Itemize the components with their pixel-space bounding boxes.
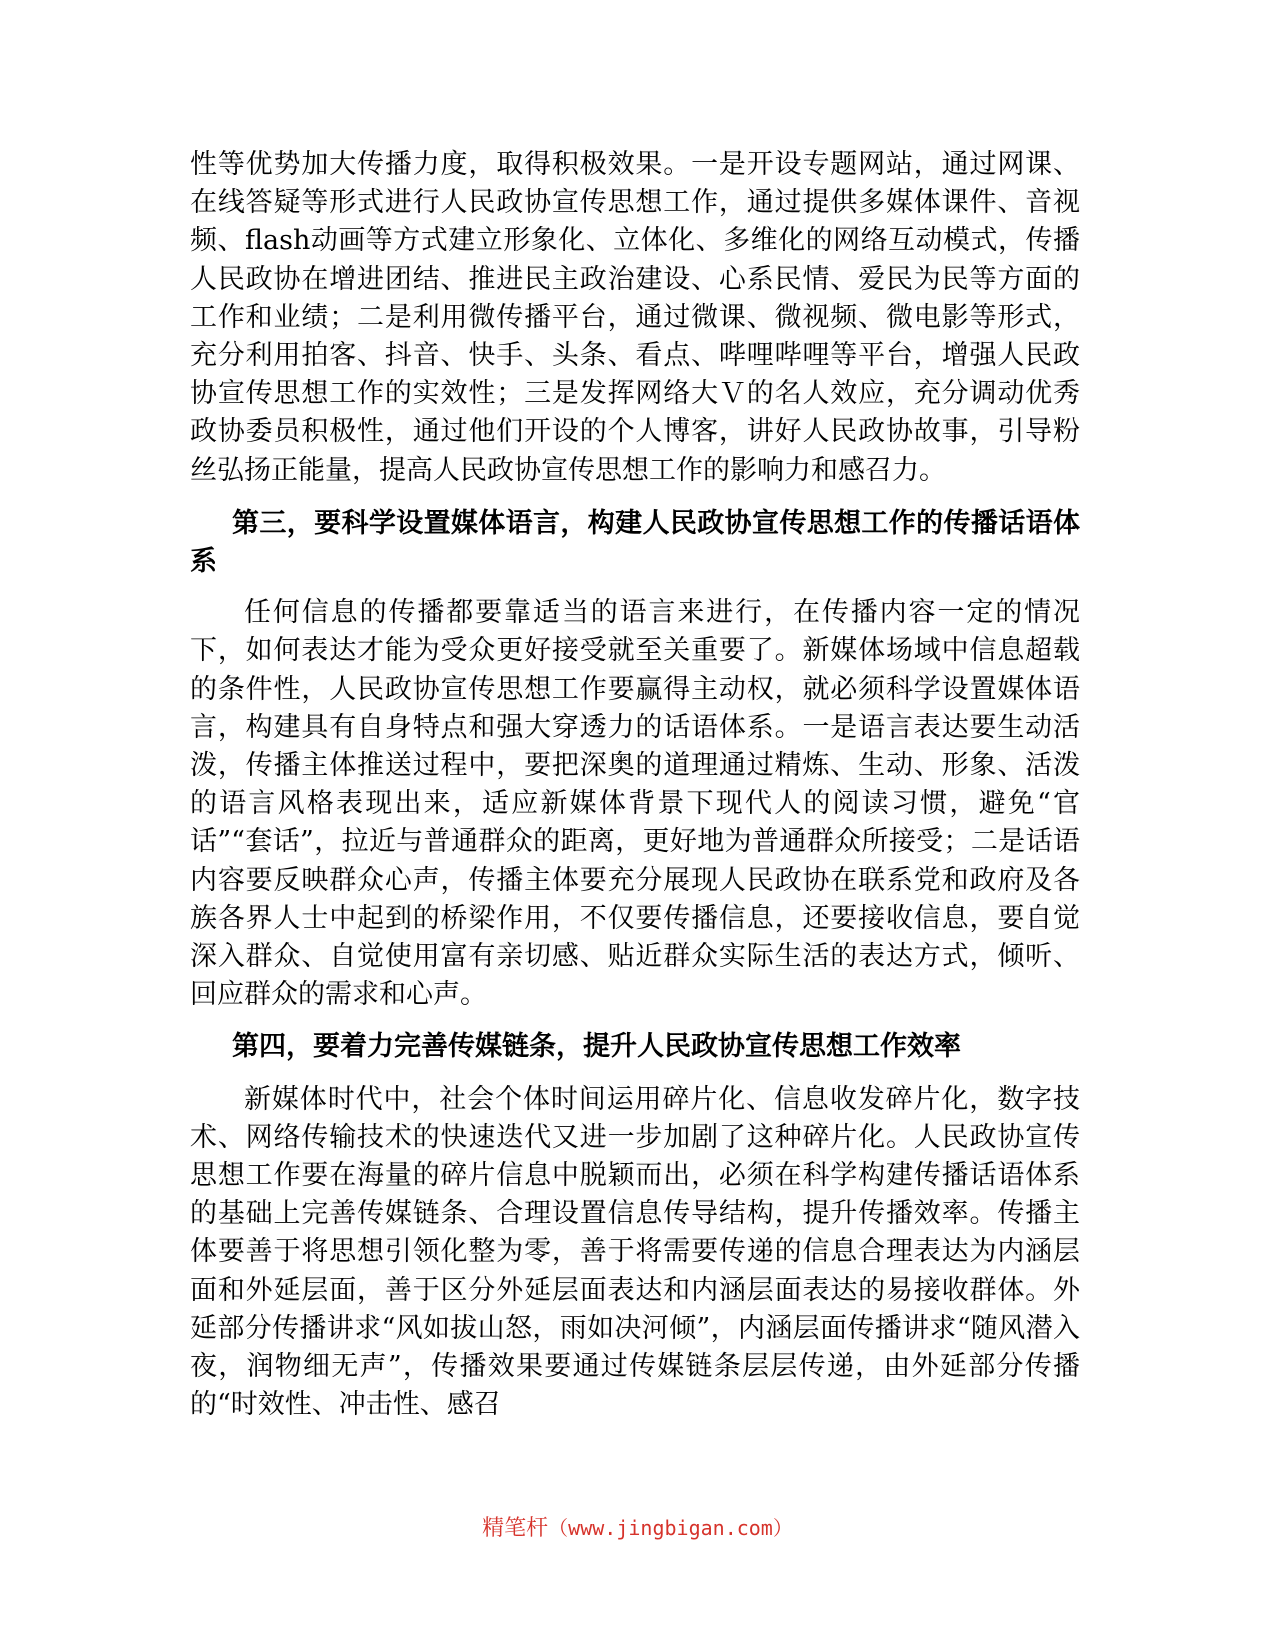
footer-url-link[interactable]: （www.jingbigan.com） bbox=[548, 1516, 793, 1540]
paragraph-continuation: 性等优势加大传播力度，取得积极效果。一是开设专题网站，通过网课、在线答疑等形式进行人民政协宣传思想工作，通过提供多媒体课件、音视频、flash动画等方式建立形象化、立体化、多维化的网络互动模式，传播人民政协在增进团结、推进民主政治建设、心系民情、爱民为民等方面的工作和业绩；二是利用微传播平台，通过微课、微视频、微电影等形式，充分利用拍客、抖音、快手、头条、看点、哔哩哔哩等平台，增强人民政协宣传思想工作的实效性；三是发挥网络大Ｖ的名人效应，充分调动优秀政协委员积极性，通过他们开设的个人博客，讲好人民政协故事，引导粉丝弘扬正能量，提高人民政协宣传思想工作的影响力和感召力。 bbox=[190, 149, 1080, 486]
section-heading-fourth: 第四，要着力完善传媒链条，提升人民政协宣传思想工作效率 bbox=[232, 1031, 961, 1063]
footer-site-name: 精笔杆 bbox=[482, 1516, 549, 1541]
document-body bbox=[190, 146, 1080, 1425]
paragraph-media-language: 任何信息的传播都要靠适当的语言来进行，在传播内容一定的情况下，如何表达才能为受众更好接受就至关重要了。新媒体场域中信息超载的条件性，人民政协宣传思想工作要赢得主动权，就必须科学设置媒体语言，构建具有自身特点和强大穿透力的话语体系。一是语言表达要生动活泼，传播主体推送过程中，要把深奥的道理通过精炼、生动、形象、活泼的语言风格表现出来，适应新媒体背景下现代人的阅读习惯，避免“官话”“套话”，拉近与普通群众的距离，更好地为普通群众所接受；二是话语内容要反映群众心声，传播主体要充分展现人民政协在联系党和政府及各族各界人士中起到的桥梁作用，不仅要传播信息，还要接收信息，要自觉深入群众、自觉使用富有亲切感、贴近群众实际生活的表达方式，倾听、回应群众的需求和心声。 bbox=[190, 597, 1080, 1011]
page-footer bbox=[0, 1513, 1275, 1544]
paragraph-media-chain: 新媒体时代中，社会个体时间运用碎片化、信息收发碎片化，数字技术、网络传输技术的快速迭代又进一步加剧了这种碎片化。人民政协宣传思想工作要在海量的碎片信息中脱颖而出，必须在科学构建传播话语体系的基础上完善传媒链条、合理设置信息传导结构，提升传播效率。传播主体要善于将思想引领化整为零，善于将需要传递的信息合理表达为内涵层面和外延层面，善于区分外延层面表达和内涵层面表达的易接收群体。外延部分传播讲求“风如拔山怒，雨如决河倾”，内涵层面传播讲求“随风潜入夜，润物细无声”，传播效果要通过传媒链条层层传递，由外延部分传播的“时效性、冲击性、感召 bbox=[190, 1083, 1080, 1421]
section-heading-third: 第三，要科学设置媒体语言，构建人民政协宣传思想工作的传播话语体系 bbox=[190, 507, 1080, 578]
